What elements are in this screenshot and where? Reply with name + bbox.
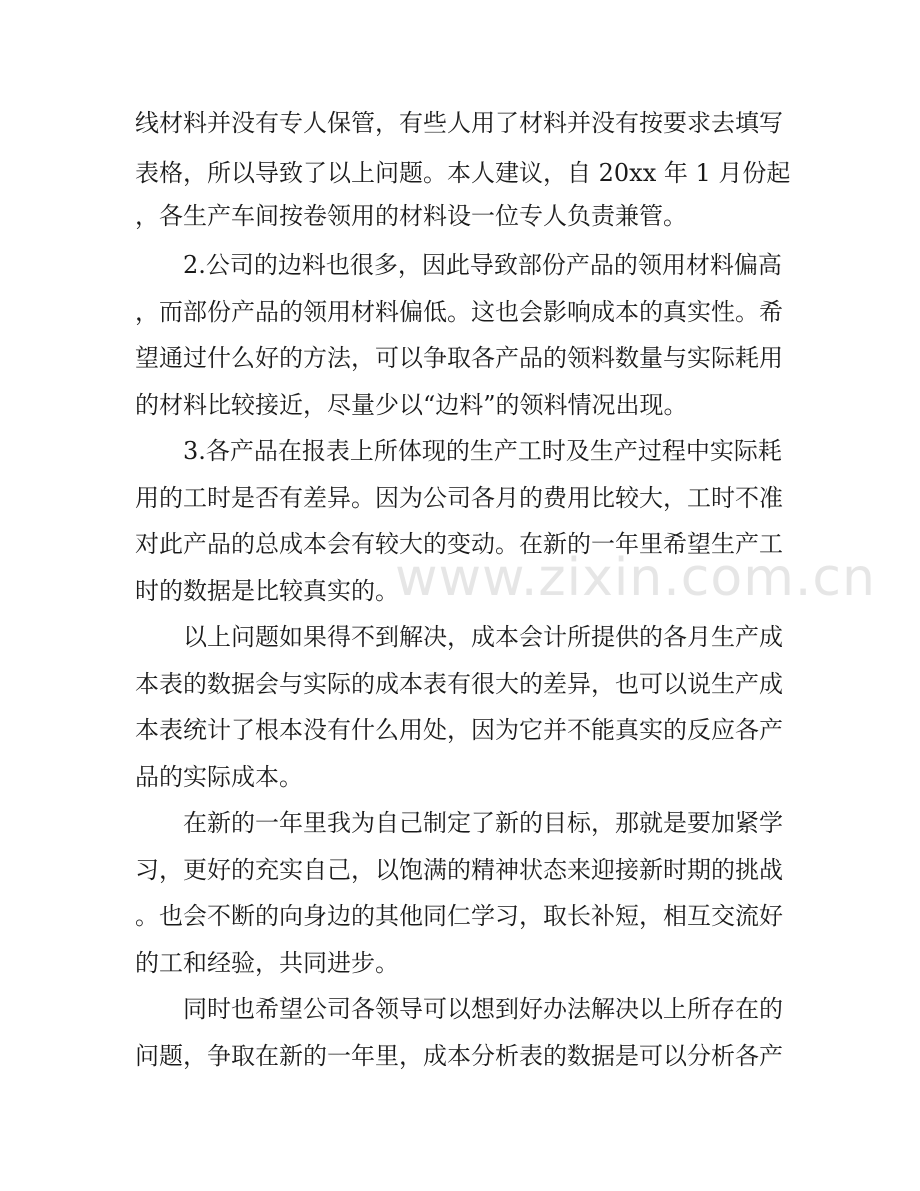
text-line: 在新的一年里我为自己制定了新的目标，那就是要加紧学 xyxy=(135,809,783,837)
text-line: 的材料比较接近，尽量少以“边料”的领料情况出现。 xyxy=(135,391,688,419)
text-line: 2.公司的边料也很多，因此导致部份产品的领用材料偏高 xyxy=(135,251,782,279)
text-line: 本表的数据会与实际的成本表有很大的差异，也可以说生产成 xyxy=(135,670,783,698)
text-line: 表格，所以导致了以上问题。本人建议，自 20xx 年 1 月份起 xyxy=(135,159,791,187)
text-line: ，而部份产品的领用材料偏低。这也会影响成本的真实性。希 xyxy=(135,298,783,326)
text-line: 时的数据是比较真实的。 xyxy=(135,577,399,605)
text-line: 线材料并没有专人保管，有些人用了材料并没有按要求去填写 xyxy=(135,109,783,137)
text-line: 用的工时是否有差异。因为公司各月的费用比较大，工时不准 xyxy=(135,484,783,512)
text-line: 本表统计了根本没有什么用处，因为它并不能真实的反应各产 xyxy=(135,716,783,744)
watermark: www.zixin.com.cn xyxy=(395,548,876,608)
text-line: 习，更好的充实自己，以饱满的精神状态来迎接新时期的挑战 xyxy=(135,856,783,884)
text-line: 品的实际成本。 xyxy=(135,763,303,791)
text-line: ，各生产车间按卷领用的材料设一位专人负责兼管。 xyxy=(135,202,687,230)
text-line: 的工和经验，共同进步。 xyxy=(135,949,399,977)
text-line: 望通过什么好的方法，可以争取各产品的领料数量与实际耗用 xyxy=(135,344,783,372)
text-line: 。也会不断的向身边的其他同仁学习，取长补短，相互交流好 xyxy=(135,902,783,930)
text-line: 问题，争取在新的一年里，成本分析表的数据是可以分析各产 xyxy=(135,1042,783,1070)
text-line: 以上问题如果得不到解决，成本会计所提供的各月生产成 xyxy=(135,623,783,651)
text-line: 对此产品的总成本会有较大的变动。在新的一年里希望生产工 xyxy=(135,530,783,558)
text-line: 同时也希望公司各领导可以想到好办法解决以上所存在的 xyxy=(135,995,783,1023)
text-line: 3.各产品在报表上所体现的生产工时及生产过程中实际耗 xyxy=(135,437,782,465)
